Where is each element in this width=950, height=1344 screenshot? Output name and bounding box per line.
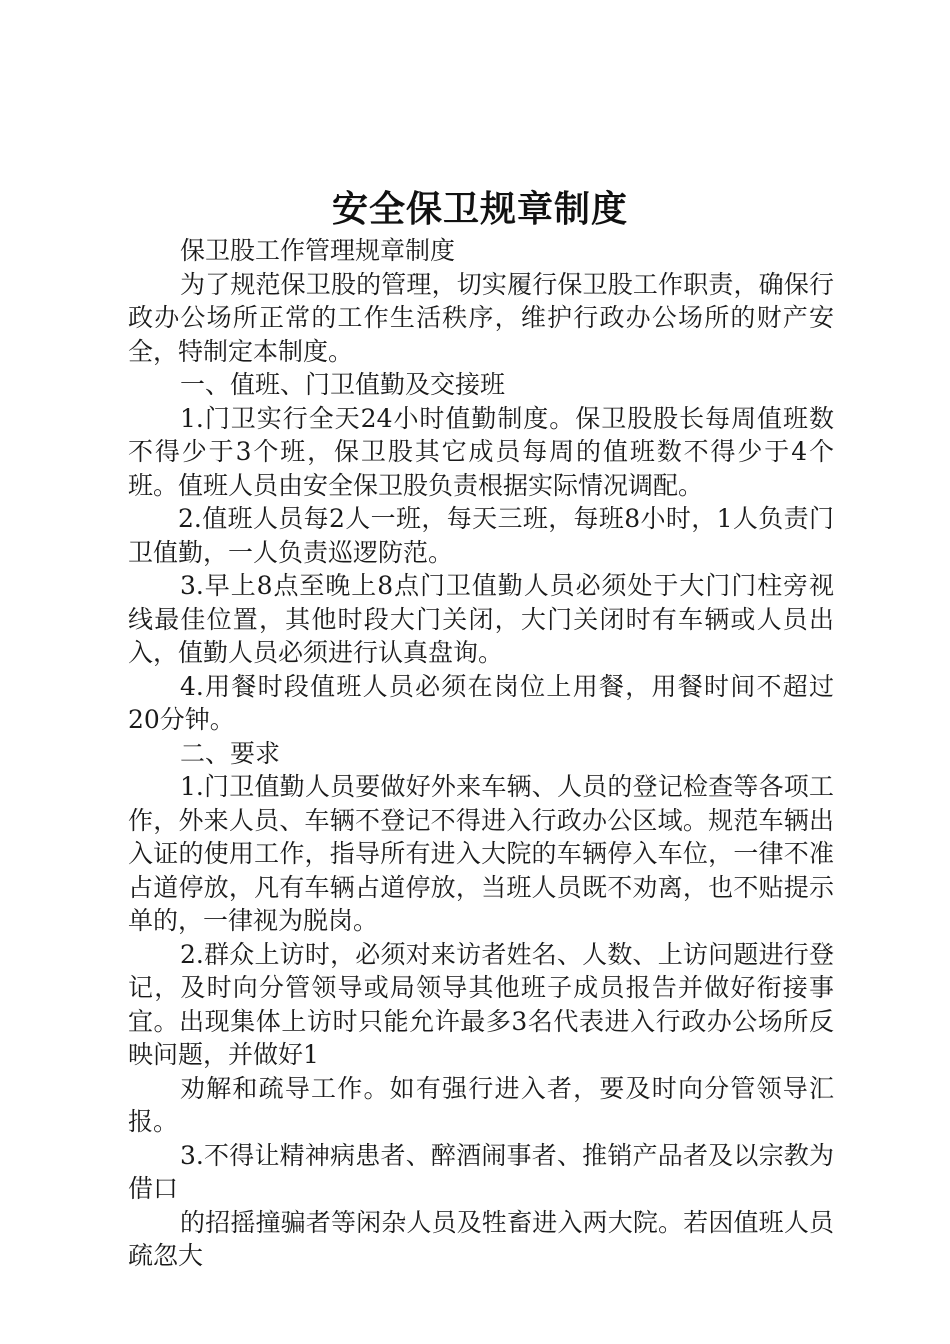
section-heading: 一、值班、门卫值勤及交接班 (180, 370, 506, 399)
paragraph: 2.群众上访时，必须对来访者姓名、人数、上访问题进行登记，及时向分管领导或局领导其他班子成员报告并做好衔接事宜。出现集体上访时只能允许最多3名代表进入行政办公场所反映问题，并做好1 (128, 939, 834, 1069)
document-title: 安全保卫规章制度 (331, 188, 628, 230)
paragraph: 2.值班人员每2人一班，每天三班，每班8小时，1人负责门卫值勤，一人负责巡逻防范。 (128, 504, 834, 567)
paragraph: 为了规范保卫股的管理，切实履行保卫股工作职责，确保行政办公场所正常的工作生活秩序，维护行政办公场所的财产安全，特制定本制度。 (128, 269, 834, 366)
document-body (128, 234, 834, 1273)
paragraph: 3.不得让精神病患者、醉酒闹事者、推销产品者及以宗教为借口 (128, 1140, 834, 1203)
paragraph: 4.用餐时段值班人员必须在岗位上用餐，用餐时间不超过20分钟。 (128, 671, 834, 734)
paragraph: 1.门卫值勤人员要做好外来车辆、人员的登记检查等各项工作，外来人员、车辆不登记不得进入行政办公区域。规范车辆出入证的使用工作，指导所有进入大院的车辆停入车位，一律不准占道停放，凡有车辆占道停放，当班人员既不劝离，也不贴提示单的，一律视为脱岗。 (128, 772, 834, 935)
paragraph: 劝解和疏导工作。如有强行进入者，要及时向分管领导汇报。 (128, 1073, 834, 1136)
paragraph: 3.早上8点至晚上8点门卫值勤人员必须处于大门门柱旁视线最佳位置，其他时段大门关闭，大门关闭时有车辆或人员出入，值勤人员必须进行认真盘询。 (128, 571, 834, 667)
section-heading: 保卫股工作管理规章制度 (180, 236, 456, 265)
paragraph: 1.门卫实行全天24小时值勤制度。保卫股股长每周值班数不得少于3个班，保卫股其它成员每周的值班数不得少于4个班。值班人员由安全保卫股负责根据实际情况调配。 (128, 403, 834, 500)
section-heading: 二、要求 (180, 738, 281, 768)
paragraph: 的招摇撞骗者等闲杂人员及牲畜进入两大院。若因值班人员疏忽大 (128, 1207, 834, 1270)
